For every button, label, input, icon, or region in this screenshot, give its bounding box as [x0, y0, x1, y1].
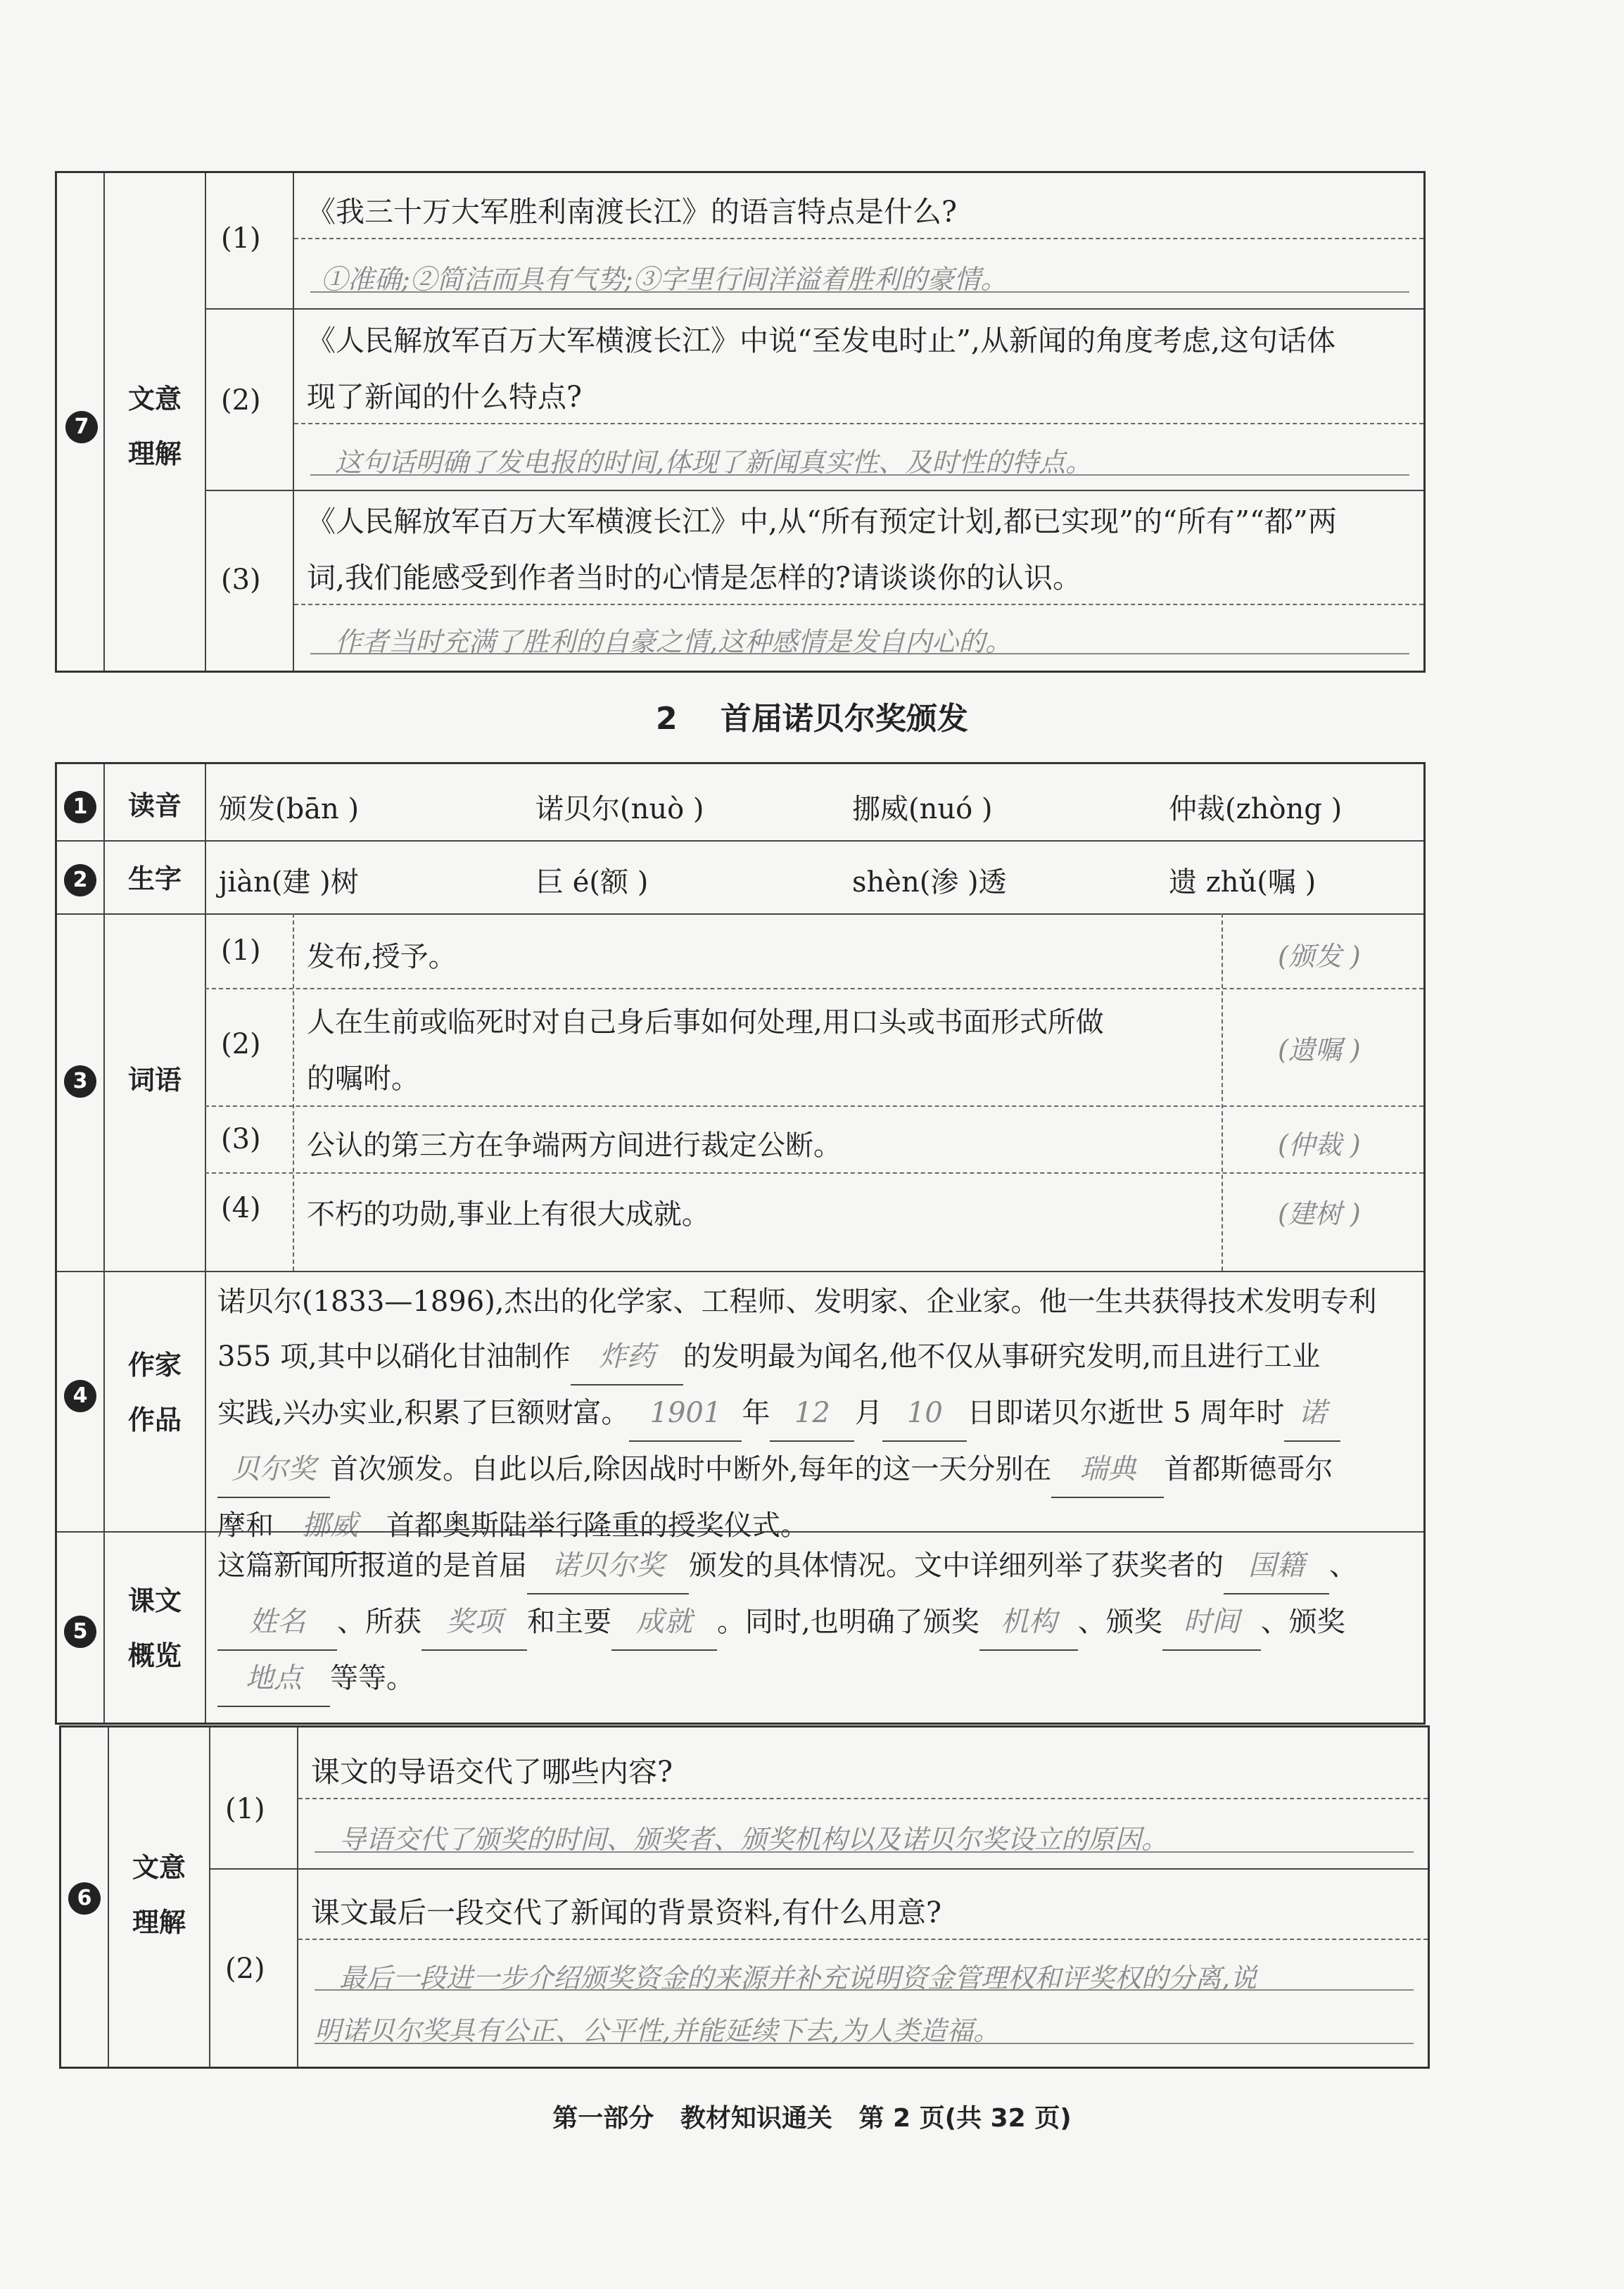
- section-label: 生字: [127, 863, 182, 894]
- section-label: 文意 理解: [132, 1852, 186, 1938]
- answer-text: ①准确;②简洁而具有气势;③字里行间洋溢着胜利的豪情。: [321, 264, 1008, 295]
- section-label: 词语: [127, 1065, 182, 1096]
- section-number-badge: 2: [64, 864, 96, 896]
- definition-text: 的嘱咐。: [307, 1063, 419, 1095]
- question-text: 课文最后一段交代了新闻的背景资料,有什么用意?: [311, 1896, 942, 1929]
- item-index: (3): [221, 564, 261, 596]
- reading-item: 挪威(nuó ): [852, 793, 993, 825]
- question-text: 《人民解放军百万大军横渡长江》中,从“所有预定计划,都已实现”的“所有”“都”两: [307, 505, 1337, 538]
- question-text: 词,我们能感受到作者当时的心情是怎样的?请谈谈你的认识。: [307, 561, 1082, 595]
- section-label: 文意 理解: [127, 383, 182, 469]
- page-footer: 第一部分 教材知识通关 第 2 页(共 32 页): [552, 2104, 1072, 2133]
- char-item: jiàn(建 )树: [219, 866, 359, 899]
- answer-text: 明诺贝尔奖具有公正、公平性,并能延续下去,为人类造福。: [315, 2015, 1001, 2046]
- lesson-table: [55, 762, 1426, 1725]
- reading-item: 仲裁(zhòng ): [1169, 793, 1343, 825]
- overview-paragraph: 这篇新闻所报道的是首届 诺贝尔奖 颁发的具体情况。文中详细列举了获奖者的 国籍 、 姓名 、所获 奖项 和主要 成就 。同时,也明确了颁奖 机构 、颁奖 时间 、颁奖 地点 等等。: [217, 1538, 1417, 1707]
- answer-text: 作者当时充满了胜利的自豪之情,这种感情是发自内心的。: [335, 626, 1013, 657]
- item-index: (2): [221, 384, 261, 417]
- item-index: (1): [225, 1793, 265, 1825]
- section-number-badge: 6: [68, 1882, 101, 1915]
- answer-text: (仲裁 ): [1278, 1129, 1361, 1160]
- definition-text: 人在生前或临死时对自己身后事如何处理,用口头或书面形式所做: [307, 1006, 1104, 1039]
- question-text: 《人民解放军百万大军横渡长江》中说“至发电时止”,从新闻的角度考虑,这句话体: [307, 324, 1336, 357]
- answer-text: 导语交代了颁奖的时间、颁奖者、颁奖机构以及诺贝尔奖设立的原因。: [339, 1824, 1169, 1855]
- item-index: (1): [221, 934, 261, 967]
- answer-text: 最后一段进一步介绍颁奖资金的来源并补充说明资金管理权和评奖权的分离,说: [339, 1963, 1257, 1993]
- section-number-badge: 5: [64, 1616, 96, 1648]
- section7-table: [55, 171, 1426, 673]
- question-text: 课文的导语交代了哪些内容?: [311, 1755, 673, 1789]
- section-number-badge: 3: [64, 1065, 96, 1098]
- reading-item: 诺贝尔(nuò ): [535, 793, 704, 825]
- char-item: shèn(渗 )透: [852, 866, 1007, 899]
- section-number-badge: 1: [64, 791, 96, 823]
- question-text: 现了新闻的什么特点?: [307, 380, 582, 414]
- question-text: 《我三十万大军胜利南渡长江》的语言特点是什么?: [307, 195, 957, 229]
- char-item: 遗 zhǔ(嘱 ): [1169, 866, 1317, 899]
- section-label: 读音: [127, 790, 182, 821]
- section6-table: [59, 1725, 1430, 2069]
- answer-text: 这句话明确了发电报的时间,体现了新闻真实性、及时性的特点。: [335, 447, 1093, 478]
- definition-text: 不朽的功勋,事业上有很大成就。: [307, 1198, 710, 1231]
- answer-text: (颁发 ): [1278, 941, 1361, 972]
- item-index: (2): [221, 1028, 261, 1060]
- answer-text: (建树 ): [1278, 1198, 1361, 1229]
- item-index: (2): [225, 1953, 265, 1985]
- section-label: 课文 概览: [127, 1585, 182, 1671]
- answer-text: (遗嘱 ): [1278, 1034, 1361, 1065]
- definition-text: 公认的第三方在争端两方间进行裁定公断。: [307, 1129, 842, 1162]
- char-item: 巨 é(额 ): [535, 866, 649, 899]
- lesson-title: 2 首届诺贝尔奖颁发: [656, 701, 968, 737]
- reading-item: 颁发(bān ): [219, 793, 360, 825]
- item-index: (1): [221, 222, 261, 255]
- item-index: (3): [221, 1123, 261, 1155]
- section-number-badge: 4: [64, 1380, 96, 1412]
- section-label: 作家 作品: [127, 1350, 182, 1435]
- author-paragraph: 诺贝尔(1833—1896),杰出的化学家、工程师、发明家、企业家。他一生共获得技术发明专利 355 项,其中以硝化甘油制作 炸药 的发明最为闻名,他不仅从事研究发明,而且进行工业 实践,兴办实业,积累了巨额财富。 1901 年 12 月 10 日即诺贝尔逝世 5 周年时 诺 贝尔奖 首次颁发。自此以后,除因战时中断外,每年的这一天分别在 瑞典 首都斯德哥尔 摩和 挪威 首都奥斯陆举行隆重的授奖仪式。: [217, 1274, 1417, 1554]
- item-index: (4): [221, 1192, 261, 1224]
- definition-text: 发布,授予。: [307, 941, 457, 973]
- section-number-badge: 7: [65, 411, 98, 443]
